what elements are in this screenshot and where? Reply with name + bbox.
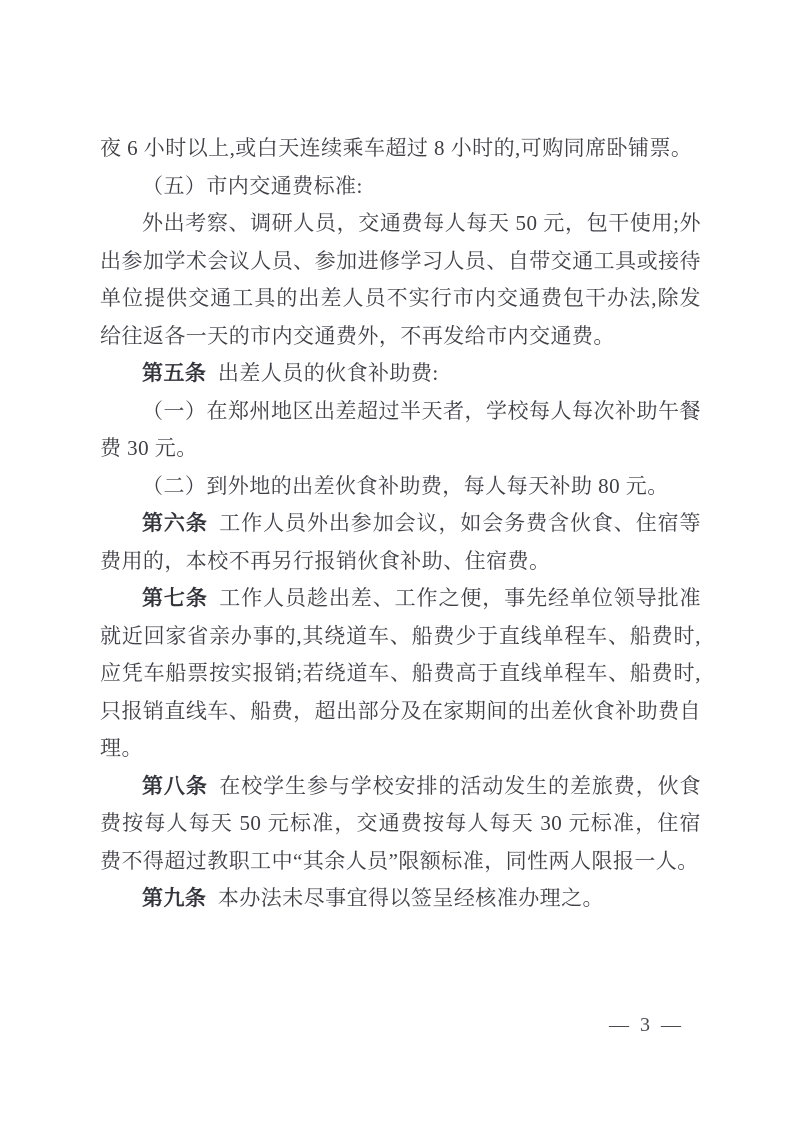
article-9-term: 第九条 [142,887,207,910]
para-city-transport-heading [100,168,701,206]
paragraph-text: 在校学生参与学校安排的活动发生的差旅费，伙食费按每人每天 50 元标准，交通费按每人每天 30 元标准，住宿费不得超过教职工中“其余人员”限额标准，同性两人限报一人。 [100,773,701,873]
paragraph-text: 本办法未尽事宜得以签呈经核准办理之。 [217,886,605,910]
article-5 [100,355,701,393]
paragraph-text: （一）在郑州地区出差超过半天者，学校每人每次补助午餐费 30 元。 [100,398,701,460]
paragraph-text: 工作人员趁出差、工作之便，事先经单位领导批准就近回家省亲办事的,其绕道车、船费少于直线单程车、船费时,应凭车船票按实报销;若绕道车、船费高于直线单程车、船费时,只报销直线车、船费，超出部分及在家期间的出差伙食补助费自理。 [100,586,701,760]
para-city-transport-detail [100,205,701,355]
article-7-term: 第七条 [142,587,208,610]
article-6 [100,505,701,580]
article-9 [100,880,701,918]
page-number: — 3 — [609,1014,684,1036]
paragraph-text: 外出考察、调研人员，交通费每人每天 50 元，包干使用;外出参加学术会议人员、参加进修学习人员、自带交通工具或接待单位提供交通工具的出差人员不实行市内交通费包干办法,除发给往返各一天的市内交通费外，不再发给市内交通费。 [100,211,701,348]
article-8-term: 第八条 [142,774,208,798]
paragraph-text: 工作人员外出参加会议，如会务费含伙食、住宿等费用的，本校不再另行报销伙食补助、住宿费。 [100,511,701,573]
document-body [100,130,701,918]
article-5-term: 第五条 [142,362,207,385]
paragraph-text: （二）到外地的出差伙食补助费，每人每天补助 80 元。 [142,473,669,498]
paragraph-text: （五）市内交通费标准: [142,173,363,198]
para-sleeper-ticket-continuation [100,130,701,168]
paragraph-text: 出差人员的伙食补助费: [217,361,439,385]
paragraph-text: 夜 6 小时以上,或白天连续乘车超过 8 小时的,可购同席卧铺票。 [100,136,693,160]
article-5-item-1 [100,393,701,468]
article-7 [100,580,701,768]
article-8 [100,768,701,881]
article-5-item-2 [100,468,701,506]
article-6-term: 第六条 [142,512,208,535]
